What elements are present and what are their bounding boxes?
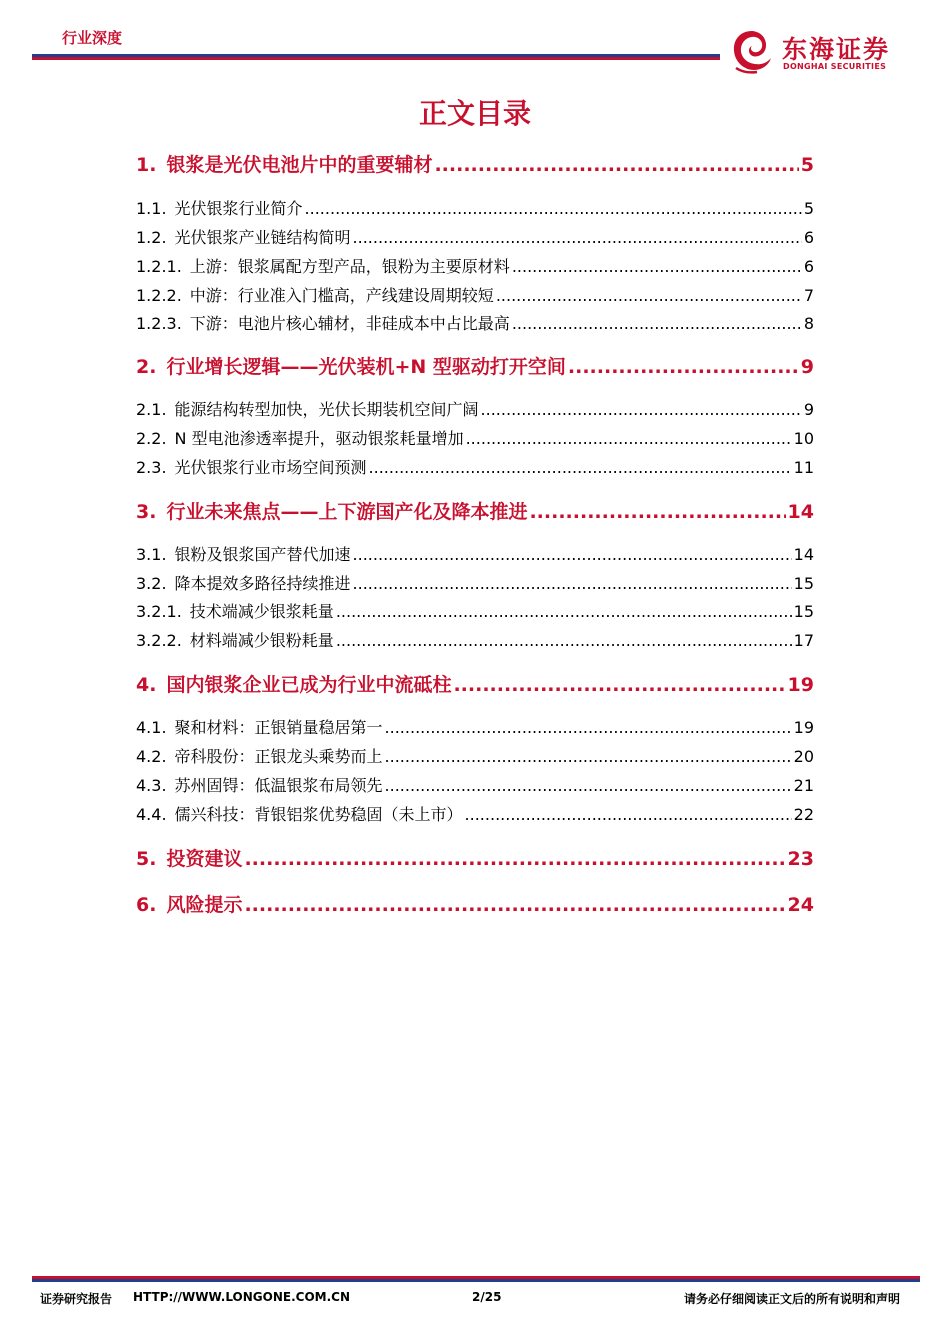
toc-leader-dots [244,894,785,916]
toc-number: 1.2.3. [136,314,182,333]
toc-text: 银粉及银浆国产替代加速 [174,545,351,564]
toc-text: 帝科股份：正银龙头乘势而上 [174,747,383,766]
toc-entry[interactable] [136,397,814,420]
toc-number: 2.2. [136,429,167,448]
toc-number: 1.1. [136,199,167,218]
toc-leader-dots [353,228,802,247]
toc-text: 国内银浆企业已成为行业中流砥柱 [166,674,452,696]
toc-entry[interactable] [136,744,814,767]
toc-text: 中游：行业准入门槛高，产线建设周期较短 [189,286,494,305]
logo-text-cn: 东海证券 [782,35,891,64]
toc-text: 下游：电池片核心辅材，非硅成本中占比最高 [189,314,510,333]
footer-website-link[interactable]: HTTP://WWW.LONGONE.COM.CN [133,1290,351,1304]
toc-text: 能源结构转型加快，光伏长期装机空间广阔 [174,400,479,419]
toc-text: 行业增长逻辑——光伏装机+N 型驱动打开空间 [166,356,566,378]
toc-leader-dots [369,458,792,477]
toc-page: 5 [800,154,814,176]
toc-number: 4.4. [136,805,167,824]
toc-page: 15 [793,574,814,593]
toc-entry[interactable] [136,352,814,379]
toc-leader-dots [434,154,798,176]
toc-leader-dots [305,199,802,218]
toc-number: 4.3. [136,776,167,795]
toc-text: 材料端减少银粉耗量 [189,631,334,650]
dragon-logo-icon [730,28,774,74]
toc-text: 技术端减少银浆耗量 [189,602,334,621]
toc-entry[interactable] [136,455,814,478]
toc-number: 2.3. [136,458,167,477]
toc-leader-dots [353,545,792,564]
toc-page: 24 [787,894,814,916]
toc-leader-dots [512,314,802,333]
toc-entry[interactable] [136,571,814,594]
toc-page: 14 [793,545,814,564]
toc-number: 3.2. [136,574,167,593]
toc-leader-dots [244,848,785,870]
toc-page: 17 [793,631,814,650]
toc-leader-dots [568,356,799,378]
toc-text: 光伏银浆产业链结构简明 [174,228,351,247]
toc-leader-dots [512,257,802,276]
toc-number: 2. [136,356,157,378]
toc-entry[interactable] [136,670,814,697]
toc-leader-dots [466,429,792,448]
company-logo [730,28,920,78]
toc-number: 4. [136,674,157,696]
logo-text-en: DONGHAI SECURITIES [783,62,887,71]
page-title: 正文目录 [418,97,531,130]
toc-entry[interactable] [136,715,814,738]
toc-leader-dots [496,286,802,305]
toc-entry[interactable] [136,497,814,524]
toc-page: 7 [803,286,814,305]
toc-page: 22 [793,805,814,824]
toc-page: 9 [803,400,814,419]
footer-report-label: 证券研究报告 [40,1292,113,1306]
footer-page-number: 2/25 [472,1290,502,1304]
toc-number: 3. [136,501,157,523]
toc-page: 9 [800,356,814,378]
toc-entry[interactable] [136,225,814,248]
toc-number: 2.1. [136,400,167,419]
toc-number: 3.2.1. [136,602,182,621]
toc-entry[interactable] [136,311,814,334]
toc-text: 降本提效多路径持续推进 [174,574,351,593]
toc-number: 6. [136,894,157,916]
toc-text: 苏州固锝：低温银浆布局领先 [174,776,383,795]
toc-entry[interactable] [136,254,814,277]
toc-leader-dots [385,718,792,737]
toc-leader-dots [336,631,792,650]
toc-text: 银浆是光伏电池片中的重要辅材 [166,154,433,176]
toc-leader-dots [336,602,792,621]
toc-entry[interactable] [136,628,814,651]
toc-entry[interactable] [136,426,814,449]
toc-number: 5. [136,848,157,870]
toc-entry[interactable] [136,283,814,306]
toc-text: 行业未来焦点——上下游国产化及降本推进 [166,501,528,523]
toc-text: N 型电池渗透率提升，驱动银浆耗量增加 [174,429,464,448]
toc-page: 15 [793,602,814,621]
toc-page: 20 [793,747,814,766]
toc-leader-dots [465,805,792,824]
toc-entry[interactable] [136,844,814,871]
toc-number: 4.2. [136,747,167,766]
toc-leader-dots [453,674,785,696]
toc-leader-dots [481,400,802,419]
toc-page: 19 [787,674,814,696]
toc-text: 儒兴科技：背银铝浆优势稳固（未上市） [174,805,463,824]
toc-entry[interactable] [136,890,814,917]
toc-text: 聚和材料：正银销量稳居第一 [174,718,383,737]
toc-leader-dots [385,747,792,766]
footer-disclaimer: 请务必仔细阅读正文后的所有说明和声明 [684,1292,901,1306]
toc-page: 10 [793,429,814,448]
toc-number: 3.2.2. [136,631,182,650]
toc-leader-dots [529,501,785,523]
toc-page: 6 [803,228,814,247]
toc-page: 6 [803,257,814,276]
toc-number: 3.1. [136,545,167,564]
toc-page: 23 [787,848,814,870]
toc-entry[interactable] [136,542,814,565]
toc-text: 投资建议 [166,848,243,870]
toc-page: 19 [793,718,814,737]
toc-number: 1.2.2. [136,286,182,305]
report-type-tag: 行业深度 [62,29,123,47]
toc-text: 光伏银浆行业简介 [174,199,303,218]
toc-leader-dots [385,776,792,795]
toc-number: 1.2.1. [136,257,182,276]
toc-text: 光伏银浆行业市场空间预测 [174,458,367,477]
toc-page: 14 [787,501,814,523]
toc-leader-dots [353,574,792,593]
toc-number: 1.2. [136,228,167,247]
toc-page: 8 [803,314,814,333]
toc-entry[interactable] [136,150,814,177]
toc-entry[interactable] [136,196,814,219]
header-divider [32,54,720,60]
toc-page: 11 [793,458,814,477]
toc-page: 5 [803,199,814,218]
toc-entry[interactable] [136,773,814,796]
toc-number: 4.1. [136,718,167,737]
toc-entry[interactable] [136,599,814,622]
toc-number: 1. [136,154,157,176]
toc-entry[interactable] [136,802,814,825]
toc-page: 21 [793,776,814,795]
footer-divider [32,1276,920,1282]
toc-text: 上游：银浆属配方型产品，银粉为主要原材料 [189,257,510,276]
toc-text: 风险提示 [166,894,243,916]
